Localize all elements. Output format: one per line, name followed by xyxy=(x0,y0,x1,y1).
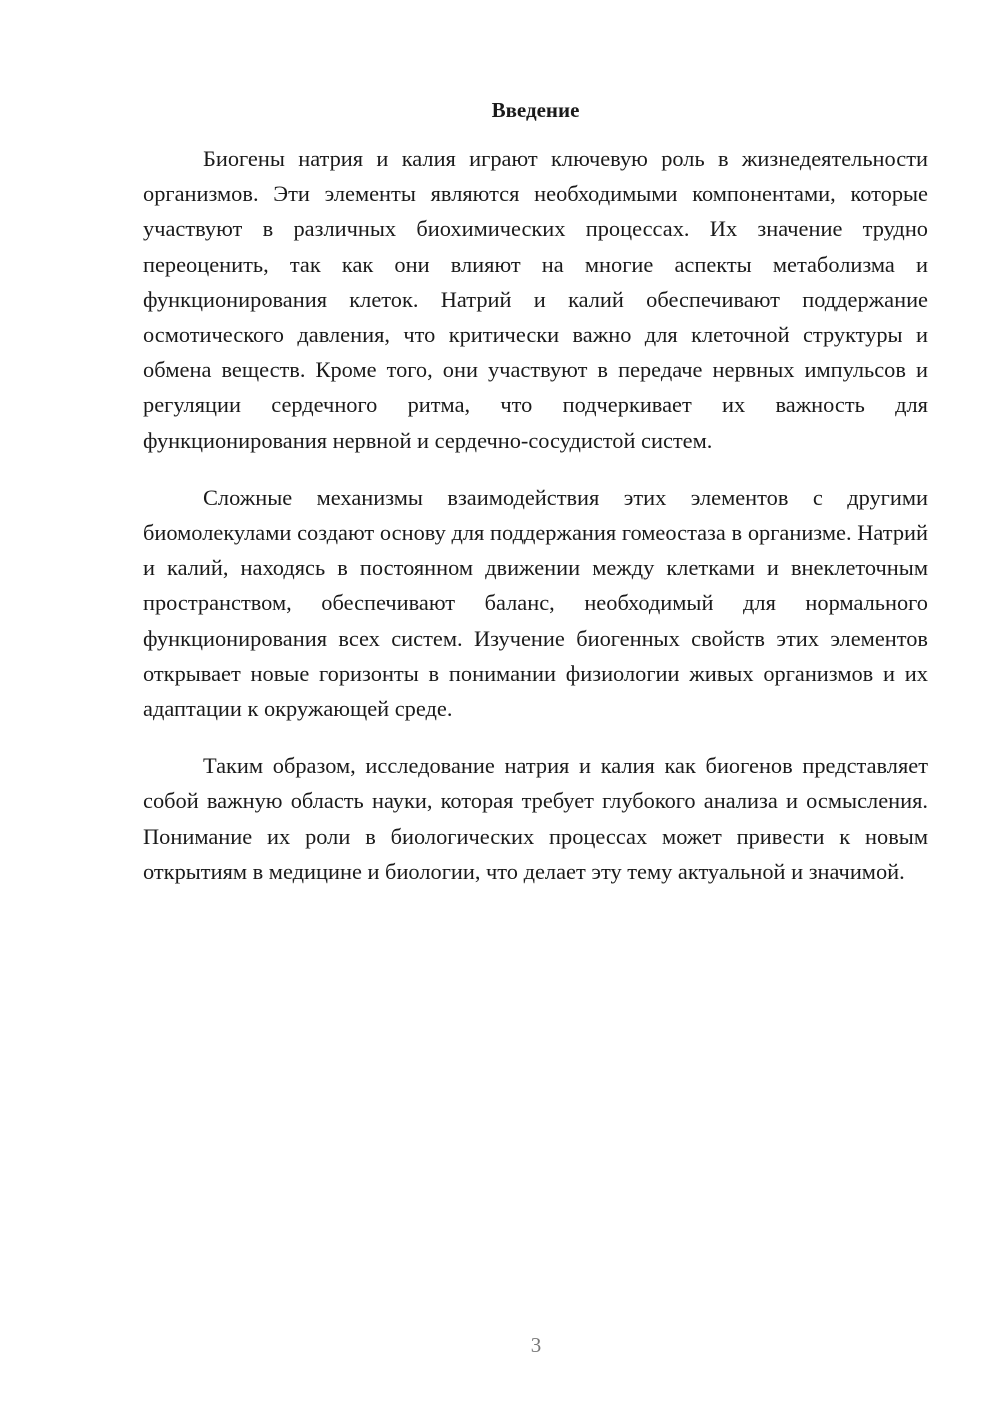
paragraph-1: Биогены натрия и калия играют ключевую роль в жизнедеятельности организмов. Эти элементы являются необходимыми компонентами, которые участвуют в различных биохимических процессах. Их значение трудно переоценить, так как они влияют на многие аспекты метаболизма и функционирования клеток. Натрий и калий обеспечивают поддержание осмотического давления, что критически важно для клеточной структуры и обмена веществ. Кроме того, они участвуют в передаче нервных импульсов и регуляции сердечного ритма, что подчеркивает их важность для функционирования нервной и сердечно-сосудистой систем. xyxy=(143,146,928,453)
page-number: 3 xyxy=(530,1333,542,1357)
paragraph-3: Таким образом, исследование натрия и калия как биогенов представляет собой важную область науки, которая требует глубокого анализа и осмысления. Понимание их роли в биологических процессах может привести к новым открытиям в медицине и биологии, что делает эту тему актуальной и значимой. xyxy=(143,753,928,884)
page-content xyxy=(143,92,928,911)
paragraph-2: Сложные механизмы взаимодействия этих элементов с другими биомолекулами создают основу для поддержания гомеостаза в организме. Натрий и калий, находясь в постоянном движении между клетками и внеклеточным пространством, обеспечивают баланс, необходимый для нормального функционирования всех систем. Изучение биогенных свойств этих элементов открывает новые горизонты в понимании физиологии живых организмов и их адаптации к окружающей среде. xyxy=(143,484,928,722)
section-title: Введение xyxy=(491,98,580,122)
